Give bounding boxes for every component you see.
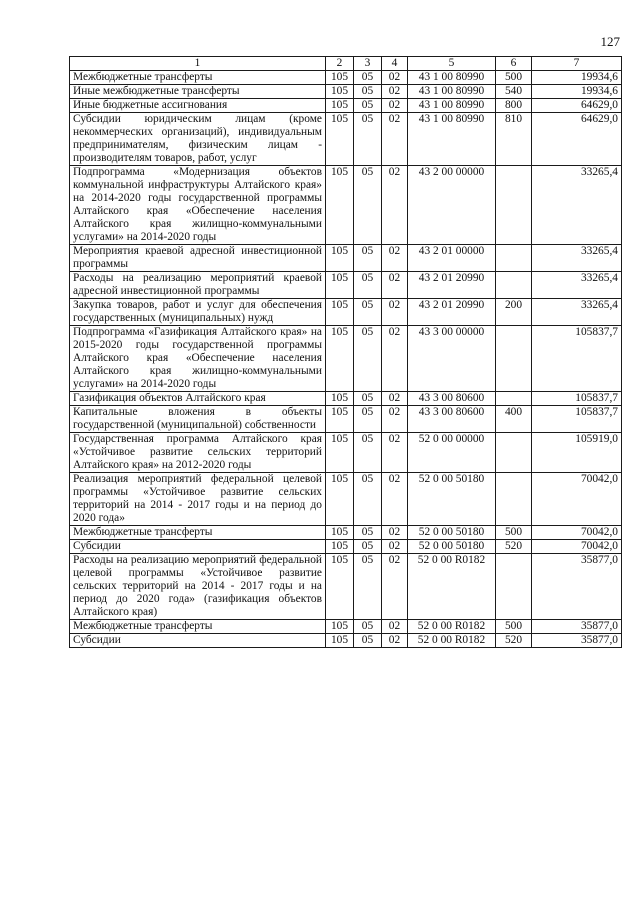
row-code-6-cell: [496, 554, 532, 620]
row-code-6-cell: 500: [496, 526, 532, 540]
row-code-4-cell: 02: [382, 406, 408, 433]
row-code-3-cell: 05: [354, 299, 382, 326]
row-code-3-cell: 05: [354, 526, 382, 540]
row-code-5-cell: 52 0 00 50180: [408, 540, 496, 554]
row-code-2-cell: 105: [326, 99, 354, 113]
row-code-4-cell: 02: [382, 634, 408, 648]
row-code-4-cell: 02: [382, 71, 408, 85]
row-code-3-cell: 05: [354, 166, 382, 245]
row-code-3-cell: 05: [354, 554, 382, 620]
row-name-cell: Подпрограмма «Газификация Алтайского края» на 2015-2020 годы государственной программы Алтайского края «Обеспечение населения Алтайского края жилищно-коммунальными услугами» на 2014-2020 годы: [70, 326, 326, 392]
row-code-2-cell: 105: [326, 433, 354, 473]
row-name-cell: Мероприятия краевой адресной инвестиционной программы: [70, 245, 326, 272]
header-col-5: 5: [408, 57, 496, 71]
row-code-2-cell: 105: [326, 526, 354, 540]
row-code-6-cell: 400: [496, 406, 532, 433]
row-name-cell: Газификация объектов Алтайского края: [70, 392, 326, 406]
row-code-4-cell: 02: [382, 99, 408, 113]
row-code-6-cell: [496, 326, 532, 392]
header-col-4: 4: [382, 57, 408, 71]
row-code-3-cell: 05: [354, 245, 382, 272]
table-row: [70, 634, 622, 648]
table-row: [70, 326, 622, 392]
row-name-cell: Реализация мероприятий федеральной целевой программы «Устойчивое развитие сельских территорий на 2014 - 2017 годы и на период до 2020 года»: [70, 473, 326, 526]
row-amount-cell: 33265,4: [532, 272, 622, 299]
row-code-3-cell: 05: [354, 433, 382, 473]
row-code-3-cell: 05: [354, 473, 382, 526]
row-code-5-cell: 43 2 00 00000: [408, 166, 496, 245]
row-amount-cell: 35877,0: [532, 620, 622, 634]
row-amount-cell: 105837,7: [532, 326, 622, 392]
page-number: 127: [600, 34, 620, 49]
row-code-5-cell: 52 0 00 R0182: [408, 634, 496, 648]
header-col-2: 2: [326, 57, 354, 71]
row-code-6-cell: 800: [496, 99, 532, 113]
row-code-6-cell: 520: [496, 540, 532, 554]
row-name-cell: Субсидии: [70, 634, 326, 648]
row-code-4-cell: 02: [382, 526, 408, 540]
header-col-6: 6: [496, 57, 532, 71]
row-code-4-cell: 02: [382, 620, 408, 634]
row-code-6-cell: [496, 473, 532, 526]
table-row: [70, 71, 622, 85]
header-row: [70, 57, 622, 71]
row-code-6-cell: 500: [496, 620, 532, 634]
table-row: [70, 540, 622, 554]
row-code-2-cell: 105: [326, 71, 354, 85]
row-code-3-cell: 05: [354, 326, 382, 392]
row-code-6-cell: 540: [496, 85, 532, 99]
row-code-2-cell: 105: [326, 540, 354, 554]
row-amount-cell: 19934,6: [532, 85, 622, 99]
header-col-7: 7: [532, 57, 622, 71]
row-code-2-cell: 105: [326, 166, 354, 245]
row-name-cell: Расходы на реализацию мероприятий федеральной целевой программы «Устойчивое развитие сельских территорий на 2014 - 2017 годы и на период до 2020 года» (газификация объектов Алтайского края): [70, 554, 326, 620]
row-code-3-cell: 05: [354, 85, 382, 99]
table-body: [70, 71, 622, 648]
row-code-2-cell: 105: [326, 85, 354, 99]
table-row: [70, 113, 622, 166]
row-code-4-cell: 02: [382, 540, 408, 554]
row-code-2-cell: 105: [326, 406, 354, 433]
row-code-4-cell: 02: [382, 433, 408, 473]
row-code-4-cell: 02: [382, 326, 408, 392]
row-code-6-cell: [496, 272, 532, 299]
row-code-5-cell: 52 0 00 50180: [408, 473, 496, 526]
table-row: [70, 272, 622, 299]
row-name-cell: Расходы на реализацию мероприятий краевой адресной инвестиционной программы: [70, 272, 326, 299]
table-row: [70, 99, 622, 113]
row-amount-cell: 33265,4: [532, 299, 622, 326]
row-name-cell: Государственная программа Алтайского края «Устойчивое развитие сельских территорий Алтайского края» на 2012-2020 годы: [70, 433, 326, 473]
table-row: [70, 392, 622, 406]
row-amount-cell: 70042,0: [532, 473, 622, 526]
table-header: [70, 57, 622, 71]
header-col-3: 3: [354, 57, 382, 71]
row-code-5-cell: 43 1 00 80990: [408, 85, 496, 99]
row-code-6-cell: [496, 433, 532, 473]
table-row: [70, 85, 622, 99]
table-row: [70, 299, 622, 326]
row-code-6-cell: 810: [496, 113, 532, 166]
row-name-cell: Межбюджетные трансферты: [70, 620, 326, 634]
row-code-3-cell: 05: [354, 99, 382, 113]
row-code-6-cell: [496, 245, 532, 272]
row-code-5-cell: 43 3 00 80600: [408, 406, 496, 433]
row-code-6-cell: 200: [496, 299, 532, 326]
row-amount-cell: 33265,4: [532, 245, 622, 272]
row-code-4-cell: 02: [382, 166, 408, 245]
row-code-5-cell: 52 0 00 50180: [408, 526, 496, 540]
row-amount-cell: 70042,0: [532, 540, 622, 554]
table-row: [70, 620, 622, 634]
row-amount-cell: 105837,7: [532, 392, 622, 406]
row-name-cell: Иные межбюджетные трансферты: [70, 85, 326, 99]
row-code-5-cell: 43 1 00 80990: [408, 71, 496, 85]
row-amount-cell: 70042,0: [532, 526, 622, 540]
table-row: [70, 166, 622, 245]
row-code-5-cell: 52 0 00 R0182: [408, 554, 496, 620]
row-name-cell: Закупка товаров, работ и услуг для обеспечения государственных (муниципальных) нужд: [70, 299, 326, 326]
row-code-5-cell: 52 0 00 00000: [408, 433, 496, 473]
row-amount-cell: 105919,0: [532, 433, 622, 473]
row-code-3-cell: 05: [354, 71, 382, 85]
row-code-5-cell: 43 2 01 20990: [408, 299, 496, 326]
row-code-2-cell: 105: [326, 620, 354, 634]
row-code-2-cell: 105: [326, 554, 354, 620]
row-name-cell: Межбюджетные трансферты: [70, 526, 326, 540]
row-amount-cell: 35877,0: [532, 554, 622, 620]
row-code-2-cell: 105: [326, 634, 354, 648]
row-code-3-cell: 05: [354, 406, 382, 433]
row-code-4-cell: 02: [382, 392, 408, 406]
row-code-5-cell: 43 2 01 20990: [408, 272, 496, 299]
row-name-cell: Подпрограмма «Модернизация объектов коммунальной инфраструктуры Алтайского края» на 2014-2020 годы государственной программы Алтайского края «Обеспечение населения Алтайского края жилищно-коммунальными услугами» на 2014-2020 годы: [70, 166, 326, 245]
row-code-6-cell: [496, 392, 532, 406]
row-code-5-cell: 43 3 00 80600: [408, 392, 496, 406]
row-amount-cell: 19934,6: [532, 71, 622, 85]
row-code-6-cell: 520: [496, 634, 532, 648]
row-amount-cell: 64629,0: [532, 99, 622, 113]
table-row: [70, 406, 622, 433]
row-code-4-cell: 02: [382, 245, 408, 272]
row-code-2-cell: 105: [326, 245, 354, 272]
row-code-3-cell: 05: [354, 272, 382, 299]
row-code-4-cell: 02: [382, 113, 408, 166]
table-row: [70, 473, 622, 526]
table-row: [70, 554, 622, 620]
row-amount-cell: 105837,7: [532, 406, 622, 433]
row-code-5-cell: 52 0 00 R0182: [408, 620, 496, 634]
row-name-cell: Капитальные вложения в объекты государственной (муниципальной) собственности: [70, 406, 326, 433]
row-code-2-cell: 105: [326, 113, 354, 166]
row-code-3-cell: 05: [354, 392, 382, 406]
row-code-5-cell: 43 2 01 00000: [408, 245, 496, 272]
row-code-3-cell: 05: [354, 634, 382, 648]
row-name-cell: Иные бюджетные ассигнования: [70, 99, 326, 113]
row-code-4-cell: 02: [382, 272, 408, 299]
row-code-3-cell: 05: [354, 113, 382, 166]
table-row: [70, 433, 622, 473]
row-amount-cell: 64629,0: [532, 113, 622, 166]
row-code-2-cell: 105: [326, 392, 354, 406]
row-code-2-cell: 105: [326, 272, 354, 299]
table-row: [70, 245, 622, 272]
row-code-2-cell: 105: [326, 299, 354, 326]
header-col-1: 1: [70, 57, 326, 71]
row-code-5-cell: 43 3 00 00000: [408, 326, 496, 392]
row-name-cell: Субсидии юридическим лицам (кроме некоммерческих организаций), индивидуальным предпринимателям, физическим лицам - производителям товаров, работ, услуг: [70, 113, 326, 166]
table-row: [70, 526, 622, 540]
row-code-4-cell: 02: [382, 554, 408, 620]
row-name-cell: Межбюджетные трансферты: [70, 71, 326, 85]
row-code-4-cell: 02: [382, 299, 408, 326]
row-code-6-cell: [496, 166, 532, 245]
budget-table: [69, 56, 622, 648]
row-amount-cell: 35877,0: [532, 634, 622, 648]
row-code-4-cell: 02: [382, 473, 408, 526]
row-code-6-cell: 500: [496, 71, 532, 85]
row-code-2-cell: 105: [326, 326, 354, 392]
row-code-5-cell: 43 1 00 80990: [408, 113, 496, 166]
row-code-4-cell: 02: [382, 85, 408, 99]
row-name-cell: Субсидии: [70, 540, 326, 554]
row-code-3-cell: 05: [354, 540, 382, 554]
row-amount-cell: 33265,4: [532, 166, 622, 245]
row-code-2-cell: 105: [326, 473, 354, 526]
row-code-5-cell: 43 1 00 80990: [408, 99, 496, 113]
row-code-3-cell: 05: [354, 620, 382, 634]
